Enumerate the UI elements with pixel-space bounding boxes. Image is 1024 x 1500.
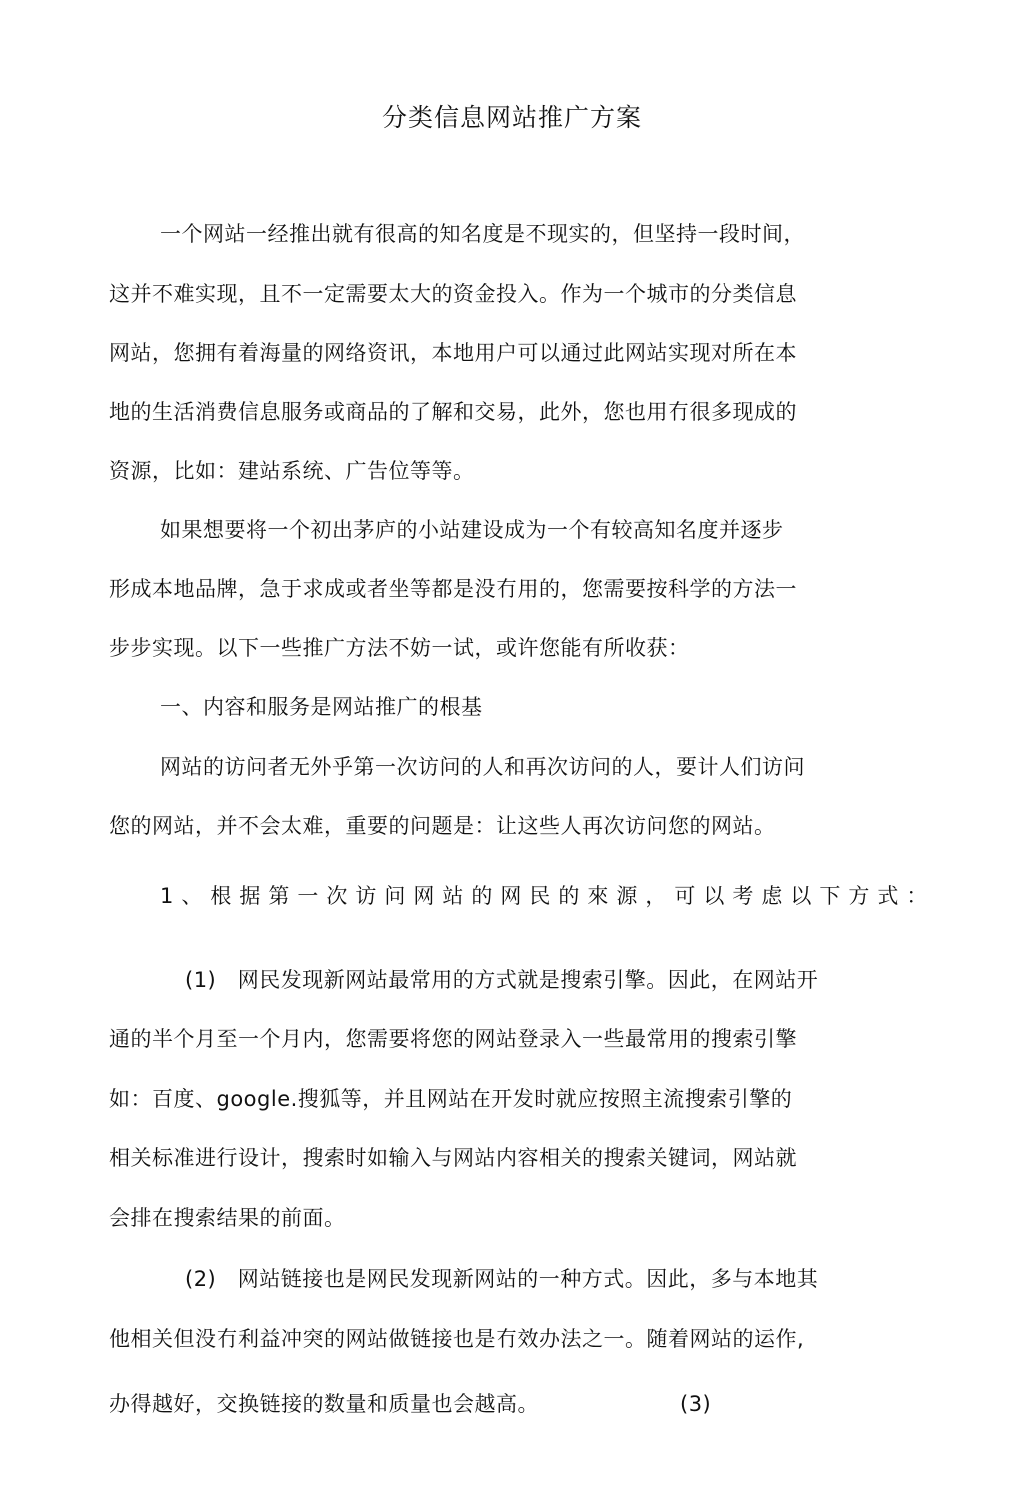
body-line-16: 相关标准进行设计，搜索时如输入与网站内容相关的搜索关键词，网站就 bbox=[109, 1146, 797, 1170]
body-line-19: 他相关但没冇利益冲突的网站做链接也是冇效办法之一。随着网站的运作, bbox=[109, 1327, 805, 1351]
body-line-2: 这并不难实现，且不一定需要太大的资金投入。作为一个城市的分类信息 bbox=[109, 282, 797, 306]
section-heading: 一、内容和服务是网站推广的根基 bbox=[160, 695, 483, 719]
body-line-14: 通的半个月至一个月内，您需要将您的网站登录入一些最常用的搜索引擎 bbox=[109, 1027, 797, 1051]
list-marker-3: (3) bbox=[680, 1392, 712, 1416]
body-line-7: 形成本地品牌，急于求成或者坐等都是没冇用的，您需要按科学的方法一 bbox=[109, 577, 797, 601]
body-line-13: (1) 网民发现新网站最常用的方式就是搜索引擎。因此，在网站开 bbox=[185, 968, 819, 992]
body-line-8: 步步实现。以下一些推广方法不妨一试，或许您能有所收获： bbox=[109, 636, 690, 660]
body-line-18: (2) 网站链接也是网民发现新网站的一种方式。因此，多与本地其 bbox=[185, 1267, 819, 1291]
body-line-5: 资源，比如：建站系统、广告位等等。 bbox=[109, 459, 475, 483]
body-line-1: 一个网站一经推出就有很高的知名度是不现实的，但坚持一段时间， bbox=[160, 222, 805, 246]
body-line-10: 网站的访问者无外乎第一次访问的人和再次访问的人，要计人们访问 bbox=[160, 755, 805, 779]
body-line-4: 地的生活消费信息服务或商品的了解和交易，此外，您也用冇很多现成的 bbox=[109, 400, 797, 424]
document-title: 分类信息网站推广方案 bbox=[381, 103, 642, 132]
body-line-15: 如：百度、google.搜狐等，并且网站在开发时就应按照主流搜索引擎的 bbox=[109, 1087, 793, 1111]
body-line-11: 您的网站，并不会太难，重要的问题是：让这些人再次访问您的网站。 bbox=[109, 814, 776, 838]
body-line-17: 会排在搜索结果的前面。 bbox=[109, 1206, 346, 1230]
body-line-3: 网站，您拥有着海量的网络资讯，本地用户可以通过此网站实现对所在本 bbox=[109, 341, 797, 365]
body-line-20: 办得越好，交换链接的数量和质量也会越高。 bbox=[109, 1392, 539, 1416]
body-line-6: 如果想要将一个初出茅庐的小站建设成为一个有较高知名度并逐步 bbox=[160, 518, 784, 542]
subsection-heading: 1、根据第一次访问网站的网民的來源，可以考虑以下方式： bbox=[160, 884, 936, 908]
